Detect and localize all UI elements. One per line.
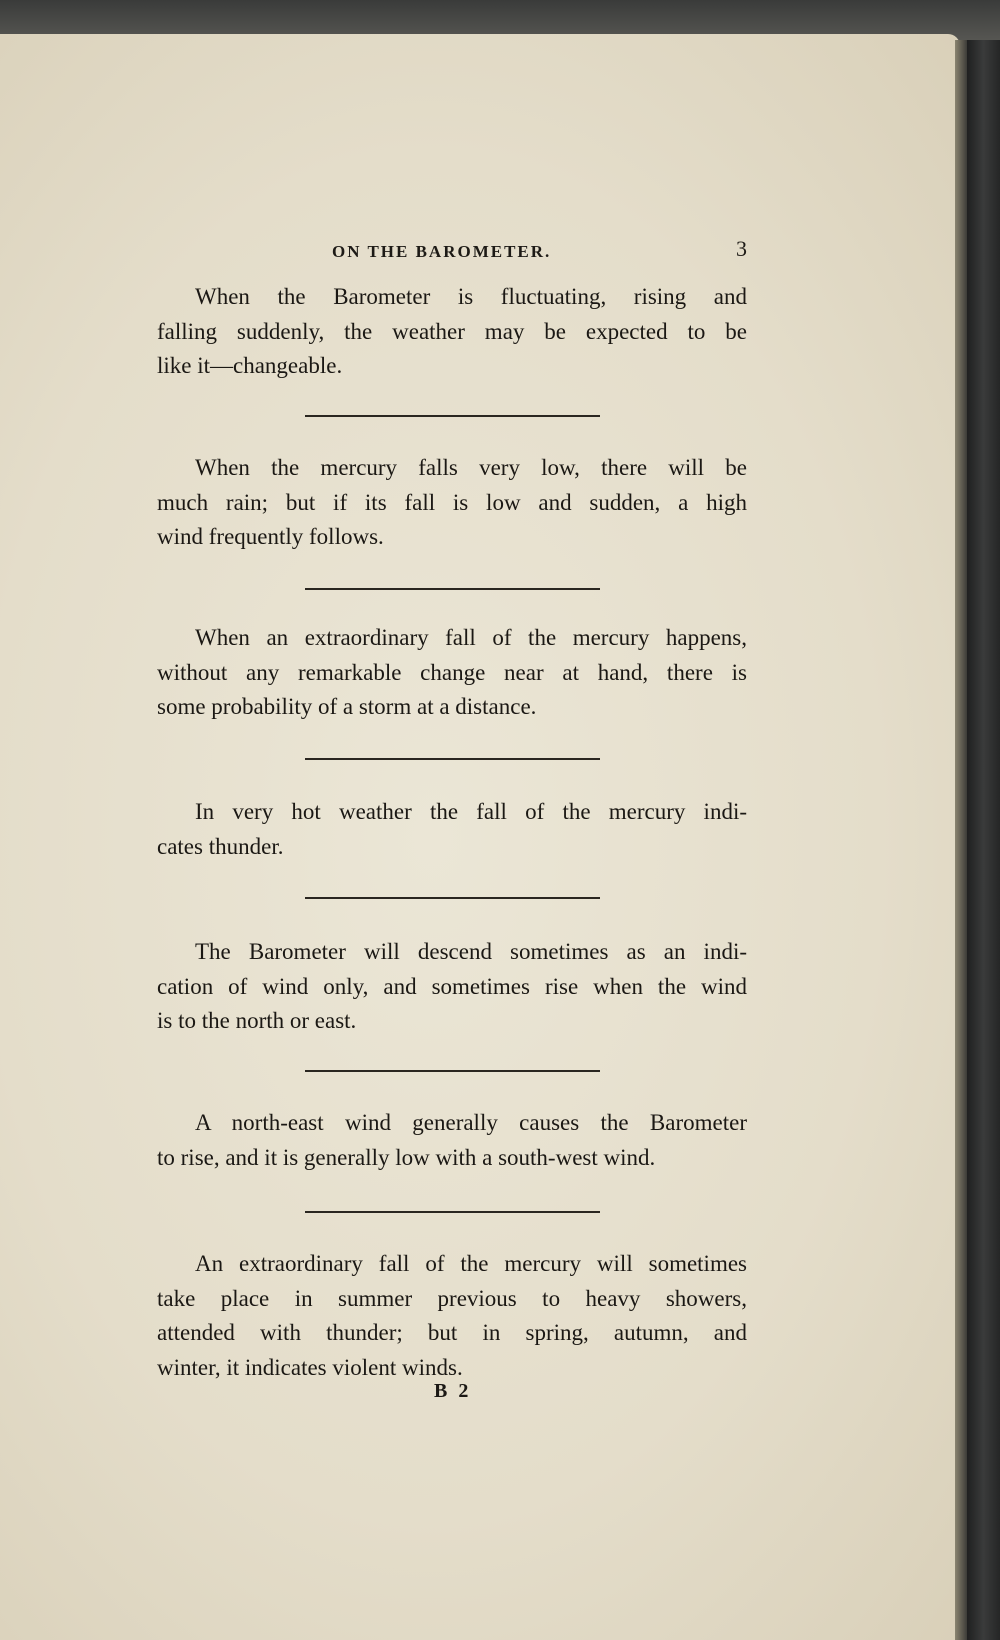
text-line: much rain; but if its fall is low and sudden, a high <box>157 489 747 515</box>
text-line: When the mercury falls very low, there will be <box>195 455 747 480</box>
text-line: wind frequently follows. <box>157 524 384 549</box>
section-rule <box>305 1070 600 1072</box>
text-line: without any remarkable change near at hand, there is <box>157 659 747 685</box>
paragraph <box>157 451 747 555</box>
text-line: A north-east wind generally causes the Barometer <box>195 1110 747 1135</box>
text-line: When an extraordinary fall of the mercury happens, <box>195 625 747 650</box>
paragraph <box>157 280 747 384</box>
text-line: some probability of a storm at a distance. <box>157 694 537 719</box>
signature-mark: B 2 <box>434 1380 472 1402</box>
text-line: to rise, and it is generally low with a south-west wind. <box>157 1144 656 1170</box>
page-number: 3 <box>736 236 747 261</box>
text-line: falling suddenly, the weather may be expected to be <box>157 318 747 344</box>
text-line: cates thunder. <box>157 833 284 859</box>
paragraph <box>157 935 747 1039</box>
section-rule <box>305 897 600 899</box>
paragraph <box>157 1106 747 1175</box>
book-cover <box>967 40 1000 1640</box>
section-rule <box>305 1211 600 1213</box>
paragraph <box>157 795 747 864</box>
text-line: cation of wind only, and sometimes rise when the wind <box>157 973 747 999</box>
text-line: An extraordinary fall of the mercury will sometimes <box>195 1251 747 1276</box>
text-line: take place in summer previous to heavy showers, <box>157 1285 747 1311</box>
section-rule <box>305 588 600 590</box>
text-line: When the Barometer is fluctuating, rising and <box>195 284 747 309</box>
page-edge <box>955 40 967 1640</box>
page-header <box>157 238 747 268</box>
text-line: like it—changeable. <box>157 353 343 378</box>
section-rule <box>305 758 600 760</box>
text-line: is to the north or east. <box>157 1008 357 1033</box>
text-line: attended with thunder; but in spring, autumn, and <box>157 1320 747 1345</box>
paragraph <box>157 621 747 725</box>
running-head: ON THE BAROMETER. <box>332 242 552 261</box>
section-rule <box>305 415 600 417</box>
text-line: winter, it indicates violent winds. <box>157 1354 463 1380</box>
text-line: In very hot weather the fall of the mercury indi- <box>195 799 747 824</box>
text-line: The Barometer will descend sometimes as an indi- <box>195 939 747 964</box>
paragraph <box>157 1247 747 1385</box>
